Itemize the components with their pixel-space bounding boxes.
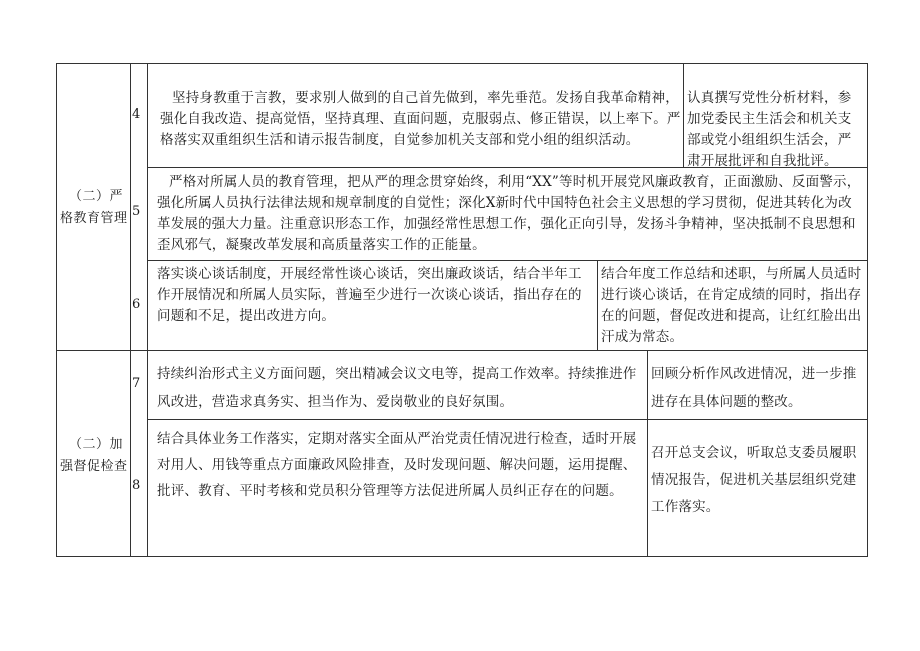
section-label-line1: （二）严: [68, 189, 123, 204]
row-number: 8: [132, 478, 141, 493]
divider-row7-row8: [147, 419, 868, 420]
divider-number-column: [147, 63, 148, 557]
effect-text: 结合年度工作总结和述职，与所属人员适时进行谈心谈话，在肯定成绩的同时，指出存在的问题，督促改进和提高，让红红脸出出汗成为常态。: [601, 266, 862, 345]
measure-text: 坚持身教重于言教，要求别人做到的自己首先做到，率先垂范。发扬自我革命精神，强化自我改造、提高觉悟，坚持真理、直面问题，克服弱点、修正错误，以上率下。严格落实双重组织生活和请示报告制度，自觉参加机关支部和党小组的组织活动。: [160, 90, 681, 148]
measure-text: 结合具体业务工作落实，定期对落实全面从严治党责任情况进行检查，适时开展对用人、用钱等重点方面廉政风险排查，及时发现问题、解决问题，运用提醒、批评、教育、平时考核和党员积分管理等方法促进所属人员纠正存在的问题。: [157, 431, 637, 499]
divider-row7-8-effect: [647, 350, 648, 557]
effect-text: 召开总支会议，听取总支委员履职情况报告，促进机关基层组织党建工作落实。: [651, 445, 857, 515]
section-label-line2: 强督促检查: [60, 459, 128, 474]
effect-text: 认真撰写党性分析材料，参加党委民主生活会和机关支部或党小组组织生活会，严肃开展批评和自我批评。: [687, 90, 852, 169]
measure-text: 落实谈心谈话制度，开展经常性谈心谈话，突出廉政谈话，结合半年工作开展情况和所属人员实际，普遍至少进行一次谈心谈话，指出存在的问题和不足，提出改进方向。: [157, 266, 582, 324]
divider-section-1-2: [56, 350, 868, 351]
measure-text: 持续纠治形式主义方面问题，突出精减会议文电等，提高工作效率。持续推进作风改进，营造求真务实、担当作为、爱岗敬业的良好氛围。: [157, 366, 637, 410]
divider-row4-effect: [683, 63, 684, 168]
effect-text: 回顾分析作风改进情况，进一步推进存在具体问题的整改。: [651, 366, 857, 410]
row-number: 5: [132, 204, 141, 219]
measure-text: 严格对所属人员的教育管理，把从严的理念贯穿始终，利用“XX”等时机开展党风廉政教育，正面激励、反面警示，强化所属人员执行法律法规和规章制度的自觉性；深化X新时代中国特色社会主义思想的学习贯彻，促进其转化为改革发展的强大力量。注重意识形态工作，加强经常性思想工作，强化正向引导，发扬斗争精神，坚决抵制不良思想和歪风邪气，凝聚改革发展和高质量落实工作的正能量。: [157, 174, 861, 253]
row-number: 6: [132, 297, 141, 312]
divider-section-column: [130, 63, 131, 557]
section-label-supervision: [60, 434, 128, 478]
section-label-line1: （二）加: [68, 437, 123, 452]
row-number: 4: [132, 107, 141, 122]
section-label-education: [60, 186, 128, 230]
divider-row5-row6: [147, 260, 868, 261]
divider-row6-effect: [597, 260, 598, 351]
section-label-line2: 格教育管理: [60, 211, 128, 226]
row-number: 7: [132, 376, 141, 391]
